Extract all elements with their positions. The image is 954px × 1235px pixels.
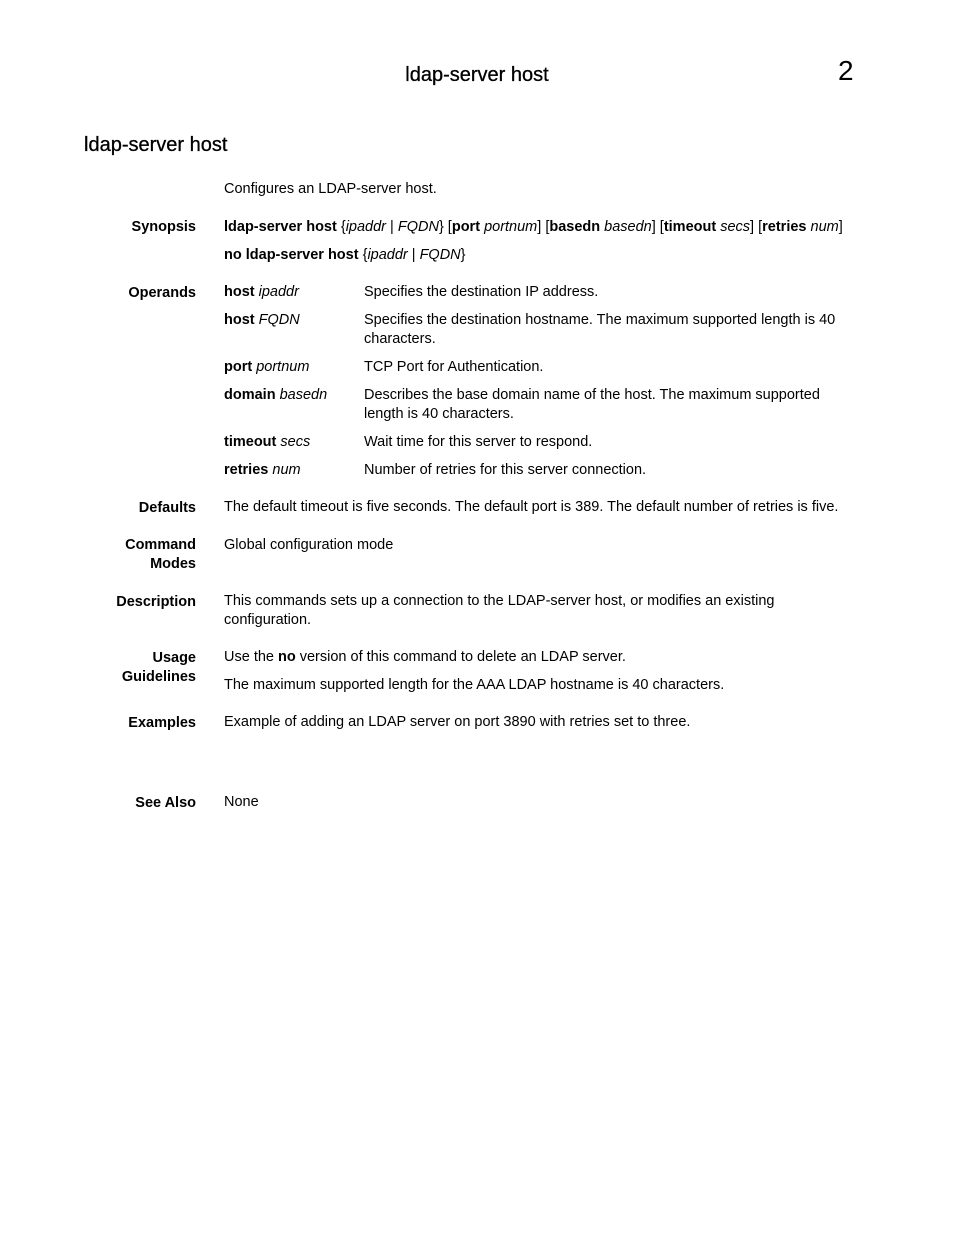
syntax-arg: ipaddr <box>367 247 408 263</box>
syntax-punct: ] [ <box>537 219 550 235</box>
operand-term <box>224 433 310 452</box>
syntax-punct: ] [ <box>651 219 664 235</box>
syntax-arg: portnum <box>484 219 538 235</box>
syntax-keyword: timeout <box>663 219 717 235</box>
operand-arg: FQDN <box>258 312 300 328</box>
syntax-keyword: port <box>451 219 481 235</box>
label-line: Usage <box>152 650 196 666</box>
description-line-2: configuration. <box>224 612 312 628</box>
running-header: ldap-server host <box>405 64 549 86</box>
syntax-arg: num <box>810 219 839 235</box>
examples-text: Example of adding an LDAP server on port 3890 with retries set to three. <box>224 714 691 730</box>
syntax-punct: { <box>336 219 346 235</box>
operand-term <box>224 311 300 330</box>
operand-arg: num <box>272 462 301 478</box>
operands-label: Operands <box>128 285 196 301</box>
operand-term <box>224 283 299 302</box>
operand-description: TCP Port for Authentication. <box>364 359 544 375</box>
examples-label: Examples <box>128 715 196 731</box>
syntax-keyword: basedn <box>549 219 601 235</box>
label-line: Command <box>125 537 196 553</box>
syntax-arg: secs <box>720 219 751 235</box>
syntax-arg: FQDN <box>419 247 461 263</box>
operand-keyword: retries <box>224 462 269 478</box>
chapter-number: 2 <box>838 55 854 86</box>
defaults-label: Defaults <box>138 500 196 516</box>
operand-description: Specifies the destination hostname. The maximum supported length is 40 characters. <box>364 312 836 347</box>
see-also-text: None <box>224 794 259 810</box>
usage-text: Use the <box>224 649 278 665</box>
operand-term <box>224 358 309 377</box>
operand-keyword: port <box>224 359 253 375</box>
usage-text: version of this command to delete an LDAP server. <box>295 649 626 665</box>
command-modes-label <box>125 536 196 574</box>
syntax-arg: FQDN <box>397 219 439 235</box>
operand-arg: ipaddr <box>258 284 299 300</box>
intro-text: Configures an LDAP-server host. <box>224 181 437 197</box>
operand-keyword: host <box>224 312 255 328</box>
syntax-command: no ldap-server host <box>224 247 359 263</box>
operand-keyword: host <box>224 284 255 300</box>
operand-arg: portnum <box>256 359 310 375</box>
operand-keyword: domain <box>224 387 276 403</box>
see-also-label: See Also <box>135 795 196 811</box>
syntax-punct: } [ <box>438 219 452 235</box>
syntax-keyword: retries <box>762 219 807 235</box>
syntax-punct: ] <box>838 219 843 235</box>
operand-description: Wait time for this server to respond. <box>364 434 593 450</box>
synopsis-line-2 <box>224 246 466 265</box>
syntax-punct: { <box>358 247 368 263</box>
operand-keyword: timeout <box>224 434 277 450</box>
operand-term <box>224 386 327 405</box>
usage-paragraph-2: The maximum supported length for the AAA LDAP hostname is 40 characters. <box>224 677 725 693</box>
usage-keyword: no <box>278 649 296 665</box>
operand-arg: basedn <box>279 387 328 403</box>
operand-arg: secs <box>280 434 311 450</box>
operand-description: Specifies the destination IP address. <box>364 284 599 300</box>
defaults-text: The default timeout is five seconds. The default port is 389. The default number of retries is five. <box>224 499 839 515</box>
syntax-command: ldap-server host <box>224 219 337 235</box>
syntax-punct: } <box>460 247 466 263</box>
syntax-arg: ipaddr <box>345 219 387 235</box>
operand-description: Number of retries for this server connection. <box>364 462 647 478</box>
description-label: Description <box>116 594 196 610</box>
usage-guidelines-label <box>122 649 196 687</box>
synopsis-line-1 <box>224 218 843 237</box>
syntax-punct: | <box>386 219 398 235</box>
description-line-1: This commands sets up a connection to the LDAP-server host, or modifies an existing <box>224 593 775 609</box>
operand-term <box>224 461 301 480</box>
operand-description: Describes the base domain name of the host. The maximum supported length is 40 characters. <box>364 387 820 422</box>
synopsis-label: Synopsis <box>131 219 196 235</box>
syntax-punct: ] [ <box>750 219 763 235</box>
section-title: ldap-server host <box>84 134 228 156</box>
syntax-punct: | <box>407 247 420 263</box>
label-line: Guidelines <box>121 669 196 685</box>
command-modes-text: Global configuration mode <box>224 537 394 553</box>
usage-paragraph-1 <box>224 648 626 667</box>
syntax-arg: basedn <box>604 219 652 235</box>
label-line: Modes <box>150 556 196 572</box>
